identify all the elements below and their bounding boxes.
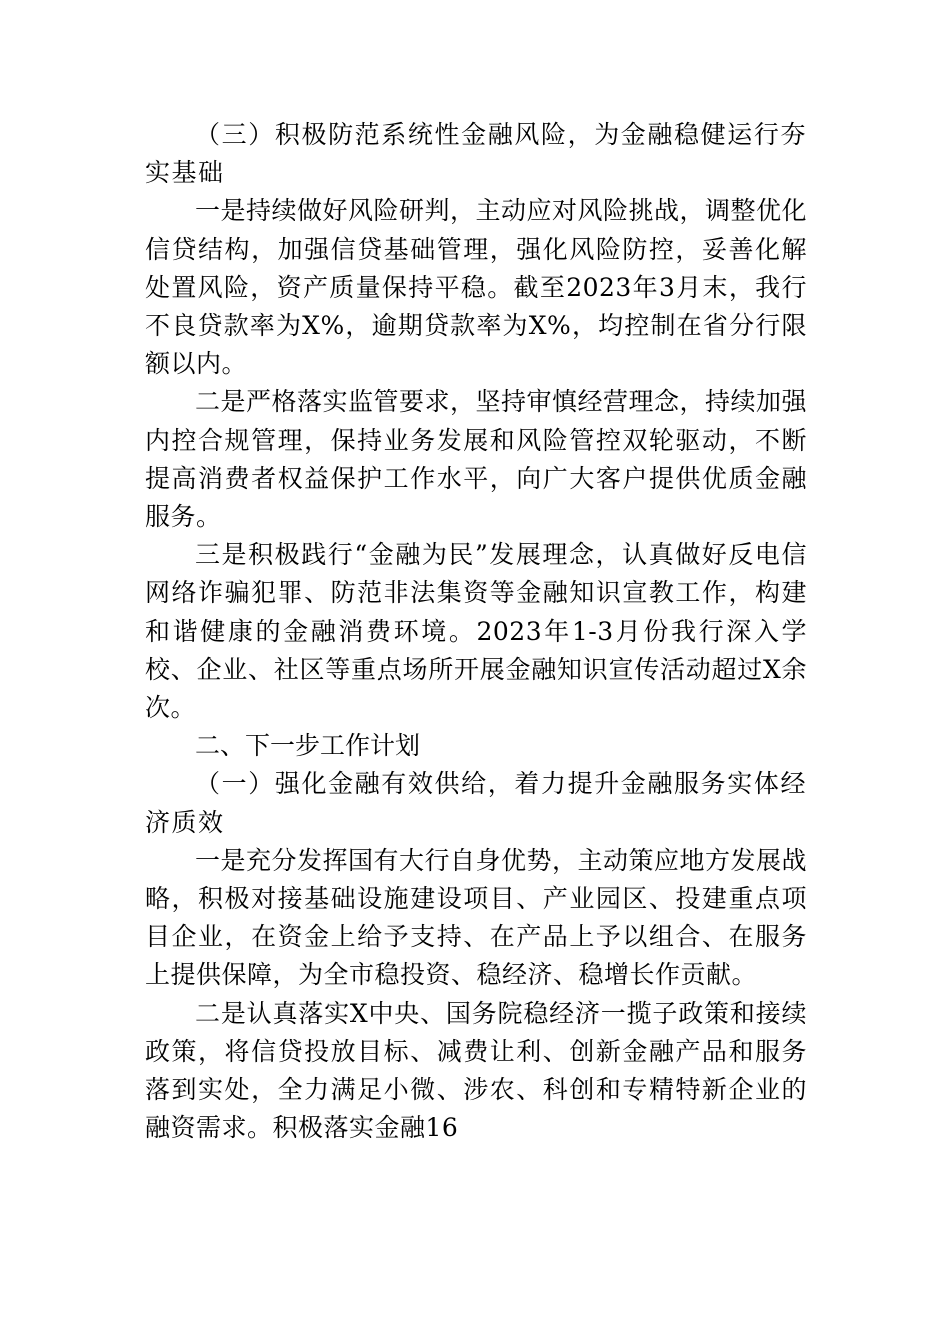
paragraph-risk-research: 一是持续做好风险研判，主动应对风险挑战，调整优化信贷结构，加强信贷基础管理，强化风险防控，妥善化解处置风险，资产质量保持平稳。截至2023年3月末，我行不良贷款率为X%，逾期贷款率为X%，均控制在省分行限额以内。	[145, 196, 808, 379]
paragraph-state-bank-advantage: 一是充分发挥国有大行自身优势，主动策应地方发展战略，积极对接基础设施建设项目、产业园区、投建重点项目企业，在资金上给予支持、在产品上予以组合、在服务上提供保障，为全市稳投资、稳经济、稳增长作贡献。	[145, 845, 808, 990]
paragraph-financial-education: 三是积极践行“金融为民”发展理念，认真做好反电信网络诈骗犯罪、防范非法集资等金融知识宣教工作，构建和谐健康的金融消费环境。2023年1-3月份我行深入学校、企业、社区等重点场所开展金融知识宣传活动超过X余次。	[145, 540, 807, 723]
paragraph-regulatory-compliance: 二是严格落实监管要求，坚持审慎经营理念，持续加强内控合规管理，保持业务发展和风险管控双轮驱动，不断提高消费者权益保护工作水平，向广大客户提供优质金融服务。	[145, 387, 808, 532]
section-subheading-1: （一）强化金融有效供给，着力提升金融服务实体经济质效	[145, 769, 807, 837]
section-subheading-3: （三）积极防范系统性金融风险，为金融稳健运行夯实基础	[145, 120, 807, 188]
paragraph-policy-implementation: 二是认真落实X中央、国务院稳经济一揽子政策和接续政策，将信贷投放目标、减费让利、创新金融产品和服务落到实处，全力满足小微、涉农、科创和专精特新企业的融资需求。积极落实金融16	[145, 998, 807, 1143]
document-body	[145, 116, 807, 1147]
section-heading-next-steps: 二、下一步工作计划	[195, 731, 421, 761]
